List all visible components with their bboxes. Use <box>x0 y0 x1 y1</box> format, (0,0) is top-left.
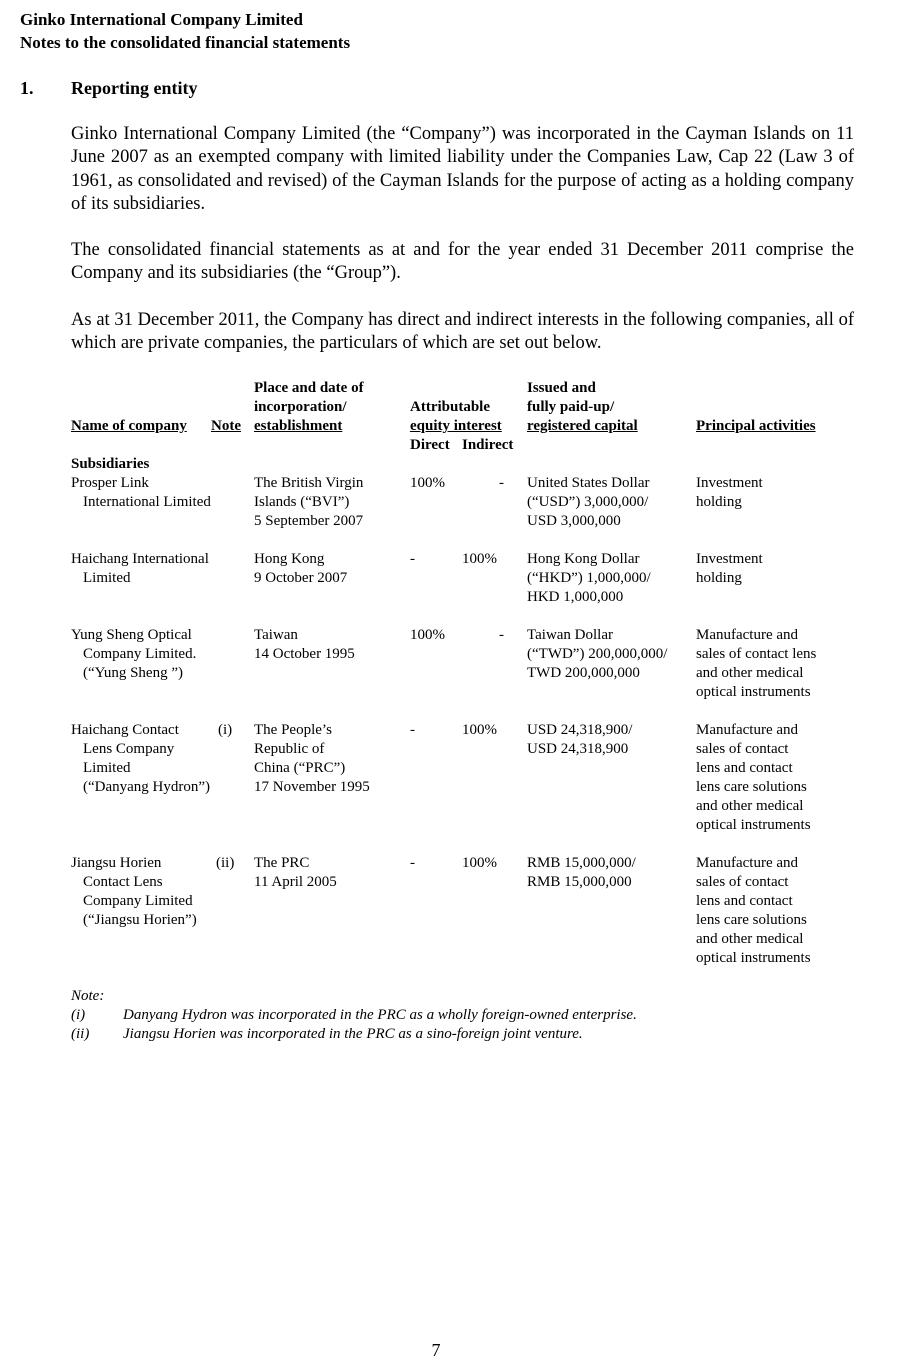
capital: Taiwan Dollar <box>527 627 614 643</box>
place-date: 14 October 1995 <box>254 646 355 662</box>
capital: RMB 15,000,000/ <box>527 855 636 871</box>
direct-interest: - <box>410 855 415 871</box>
header-equity-line1: Attributable <box>410 399 490 415</box>
activities: optical instruments <box>696 950 811 966</box>
capital: United States Dollar <box>527 475 650 491</box>
capital: USD 3,000,000 <box>527 513 621 529</box>
activities: and other medical <box>696 798 804 814</box>
company-name: Jiangsu Horien <box>71 855 162 871</box>
activities: and other medical <box>696 665 804 681</box>
capital: (“HKD”) 1,000,000/ <box>527 570 651 586</box>
company-name: Yung Sheng Optical <box>71 627 192 643</box>
group-label-subsidiaries: Subsidiaries <box>71 456 150 472</box>
notes-label: Note: <box>71 988 105 1004</box>
section-number: 1. <box>20 78 34 98</box>
header-name: Name of company <box>71 418 187 434</box>
place-date: The PRC <box>254 855 310 871</box>
activities: Investment <box>696 551 763 567</box>
direct-interest: - <box>410 722 415 738</box>
activities: optical instruments <box>696 817 811 833</box>
place-date: Islands (“BVI”) <box>254 494 350 510</box>
company-name: Haichang Contact <box>71 722 179 738</box>
company-name: International Limited <box>83 494 211 510</box>
capital: USD 24,318,900/ <box>527 722 633 738</box>
indirect-interest: - <box>499 627 504 643</box>
capital: (“TWD”) 200,000,000/ <box>527 646 668 662</box>
capital: (“USD”) 3,000,000/ <box>527 494 649 510</box>
paragraph-group-definition: The consolidated financial statements as at and for the year ended 31 December 2011 comprise the Company and its subsidiaries (the “Group”). <box>71 240 854 284</box>
indirect-interest: 100% <box>462 855 497 871</box>
header-activities: Principal activities <box>696 418 816 434</box>
activities: sales of contact <box>696 874 789 890</box>
header-place-line2: incorporation/ <box>254 399 347 415</box>
activities: optical instruments <box>696 684 811 700</box>
activities: Manufacture and <box>696 855 799 871</box>
company-name: Lens Company <box>83 741 175 757</box>
header-direct: Direct <box>410 437 450 453</box>
place-date: The British Virgin <box>254 475 364 491</box>
header-place-line1: Place and date of <box>254 380 364 396</box>
indirect-interest: 100% <box>462 722 497 738</box>
place-date: Hong Kong <box>254 551 325 567</box>
header-place-line3: establishment <box>254 418 343 434</box>
place-date: The People’s <box>254 722 332 738</box>
activities: lens care solutions <box>696 912 807 928</box>
note-ref: (i) <box>218 722 233 738</box>
company-name: Company Limited <box>83 893 193 909</box>
footnote-text: Jiangsu Horien was incorporated in the PRC as a sino-foreign joint venture. <box>123 1026 583 1042</box>
header-note: Note <box>211 418 241 434</box>
indirect-interest: - <box>499 475 504 491</box>
direct-interest: 100% <box>410 627 445 643</box>
activities: lens care solutions <box>696 779 807 795</box>
footnote-text: Danyang Hydron was incorporated in the PRC as a wholly foreign-owned enterprise. <box>123 1007 637 1023</box>
indirect-interest: 100% <box>462 551 497 567</box>
place-date: 9 October 2007 <box>254 570 348 586</box>
direct-interest: - <box>410 551 415 567</box>
page-number: 7 <box>431 1340 441 1360</box>
company-name: Haichang International <box>71 551 209 567</box>
place-date: Republic of <box>254 741 325 757</box>
header-indirect: Indirect <box>462 437 514 453</box>
header-capital-line2: fully paid-up/ <box>527 399 615 415</box>
place-date: 11 April 2005 <box>254 874 337 890</box>
place-date: Taiwan <box>254 627 298 643</box>
note-ref: (ii) <box>216 855 235 871</box>
company-name: (“Jiangsu Horien”) <box>83 912 197 928</box>
document-company-title: Ginko International Company Limited <box>20 10 303 29</box>
paragraph-interests: As at 31 December 2011, the Company has direct and indirect interests in the following companies, all of which are private companies, the particulars of which are set out below. <box>71 310 854 354</box>
capital: TWD 200,000,000 <box>527 665 640 681</box>
header-capital-line1: Issued and <box>527 380 596 396</box>
footnote-marker: (i) <box>71 1007 86 1023</box>
capital: USD 24,318,900 <box>527 741 629 757</box>
activities: sales of contact <box>696 741 789 757</box>
capital: HKD 1,000,000 <box>527 589 624 605</box>
activities: sales of contact lens <box>696 646 817 662</box>
place-date: 17 November 1995 <box>254 779 370 795</box>
header-capital-line3: registered capital <box>527 418 638 434</box>
activities: holding <box>696 494 742 510</box>
company-name: Company Limited. <box>83 646 197 662</box>
activities: lens and contact <box>696 893 793 909</box>
footnote-marker: (ii) <box>71 1026 90 1042</box>
capital: RMB 15,000,000 <box>527 874 632 890</box>
company-name: Limited <box>83 570 131 586</box>
company-name: Limited <box>83 760 131 776</box>
place-date: China (“PRC”) <box>254 760 346 776</box>
direct-interest: 100% <box>410 475 445 491</box>
activities: and other medical <box>696 931 804 947</box>
activities: Investment <box>696 475 763 491</box>
section-title: Reporting entity <box>71 78 198 98</box>
company-name: Contact Lens <box>83 874 163 890</box>
activities: holding <box>696 570 742 586</box>
place-date: 5 September 2007 <box>254 513 364 529</box>
paragraph-incorporation: Ginko International Company Limited (the “Company”) was incorporated in the Cayman Islands on 11 June 2007 as an exempted company with limited liability under the Companies Law, Cap 22 (Law 3 of 1961, as consolidated and revised) of the Cayman Islands for the purpose of acting as a holding company of its subsidiaries. <box>71 124 854 214</box>
activities: lens and contact <box>696 760 793 776</box>
capital: Hong Kong Dollar <box>527 551 640 567</box>
header-equity-line2: equity interest <box>410 418 502 434</box>
company-name: (“Danyang Hydron”) <box>83 779 211 795</box>
company-name: (“Yung Sheng ”) <box>83 665 183 681</box>
activities: Manufacture and <box>696 722 799 738</box>
document-subtitle: Notes to the consolidated financial statements <box>20 33 351 52</box>
activities: Manufacture and <box>696 627 799 643</box>
company-name: Prosper Link <box>71 475 149 491</box>
